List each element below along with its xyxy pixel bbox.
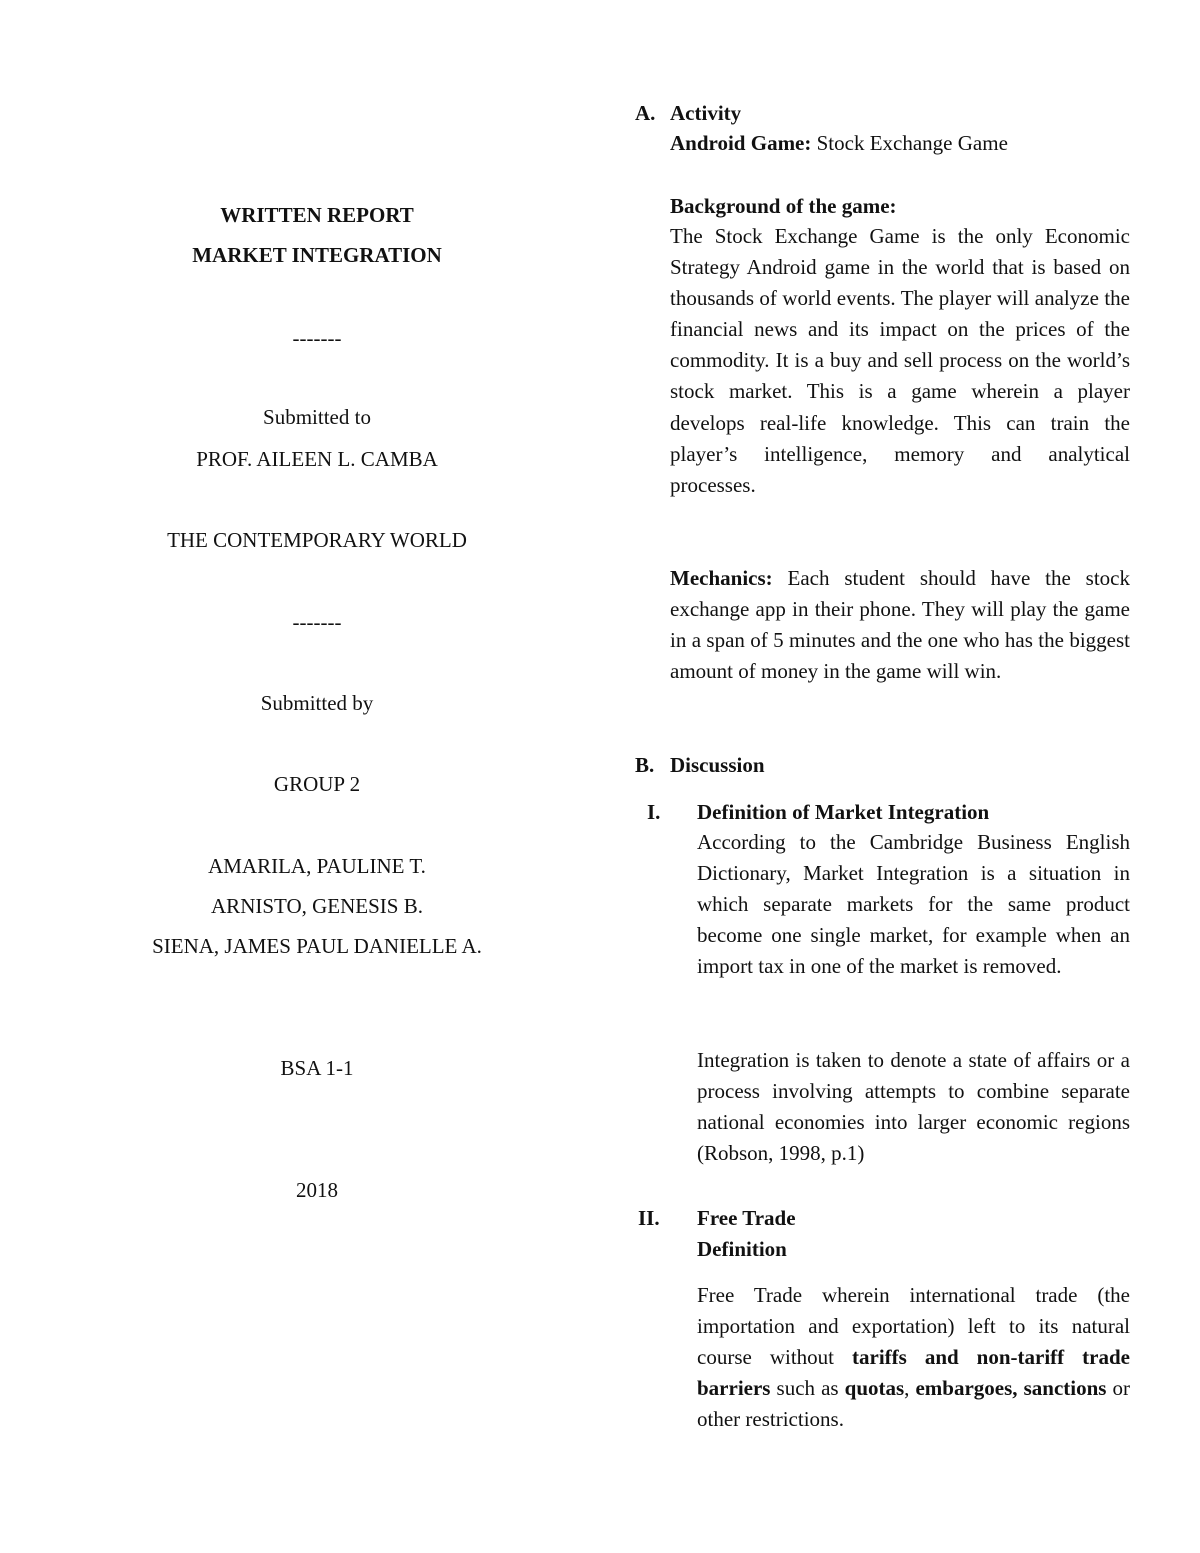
report-subject: MARKET INTEGRATION xyxy=(192,243,442,267)
separator: ------- xyxy=(292,610,342,634)
section-heading: Discussion xyxy=(670,753,765,777)
definition-paragraph: According to the Cambridge Business English Dictionary, Market Integration is a situation in which separate markets for the same product become one single market, for example when an import tax in one of the market is removed. xyxy=(697,830,1130,979)
bold-term: quotas xyxy=(844,1376,905,1401)
separator: ------- xyxy=(292,326,342,350)
subsection-subheading: Definition xyxy=(697,1237,787,1261)
subsection-marker: II. xyxy=(638,1206,660,1230)
bold-term: embargoes, sanctions xyxy=(915,1376,1107,1401)
text-run: Free Trade wherein international trade (the importation and exportation) left to its natural course without xyxy=(697,1283,1130,1370)
mechanics-label: Mechanics: xyxy=(670,566,773,590)
background-label: Background of the game: xyxy=(670,194,897,218)
year: 2018 xyxy=(296,1178,338,1202)
mechanics-text: Each student should have the stock exchange app in their phone. They will play the game in a span of 5 minutes and the one who has the biggest amount of money in the game will win. xyxy=(670,566,1130,684)
section-marker: A. xyxy=(635,101,656,125)
game-name: Stock Exchange Game xyxy=(811,131,1008,155)
member-name: AMARILA, PAULINE T. xyxy=(208,854,426,878)
game-line xyxy=(670,128,1130,159)
section-name: BSA 1-1 xyxy=(280,1056,354,1080)
report-title: WRITTEN REPORT xyxy=(220,203,414,227)
integration-paragraph: Integration is taken to denote a state of affairs or a process involving attempts to combine separate national economies into larger economic regions (Robson, 1998, p.1) xyxy=(697,1048,1130,1166)
text-run: such as xyxy=(770,1376,845,1401)
member-name: ARNISTO, GENESIS B. xyxy=(211,894,423,918)
game-label: Android Game: xyxy=(670,131,812,155)
subsection-marker: I. xyxy=(647,800,661,824)
text-run: , xyxy=(904,1376,916,1401)
background-text: The Stock Exchange Game is the only Economic Strategy Android game in the world that is based on thousands of world events. The player will analyze the financial news and its impact on the prices of the commodity. It is a buy and sell process on the world’s stock market. This is a game wherein a player develops real-life knowledge. This can train the player’s intelligence, memory and analytical processes. xyxy=(670,224,1130,497)
professor-name: PROF. AILEEN L. CAMBA xyxy=(196,447,438,471)
group-name: GROUP 2 xyxy=(273,772,361,796)
mechanics-paragraph xyxy=(670,563,1130,687)
section-marker: B. xyxy=(635,753,655,777)
subsection-heading: Free Trade xyxy=(697,1206,796,1230)
free-trade-paragraph xyxy=(697,1280,1130,1435)
section-heading: Activity xyxy=(670,101,742,125)
course-name: THE CONTEMPORARY WORLD xyxy=(167,528,467,552)
text-run: or other restrictions. xyxy=(697,1376,1130,1432)
submitted-to-label: Submitted to xyxy=(263,405,371,429)
submitted-by-label: Submitted by xyxy=(260,691,374,715)
member-name: SIENA, JAMES PAUL DANIELLE A. xyxy=(152,934,482,958)
bold-term: tariffs and non-tariff trade barriers xyxy=(697,1345,1130,1401)
subsection-heading: Definition of Market Integration xyxy=(697,800,990,824)
